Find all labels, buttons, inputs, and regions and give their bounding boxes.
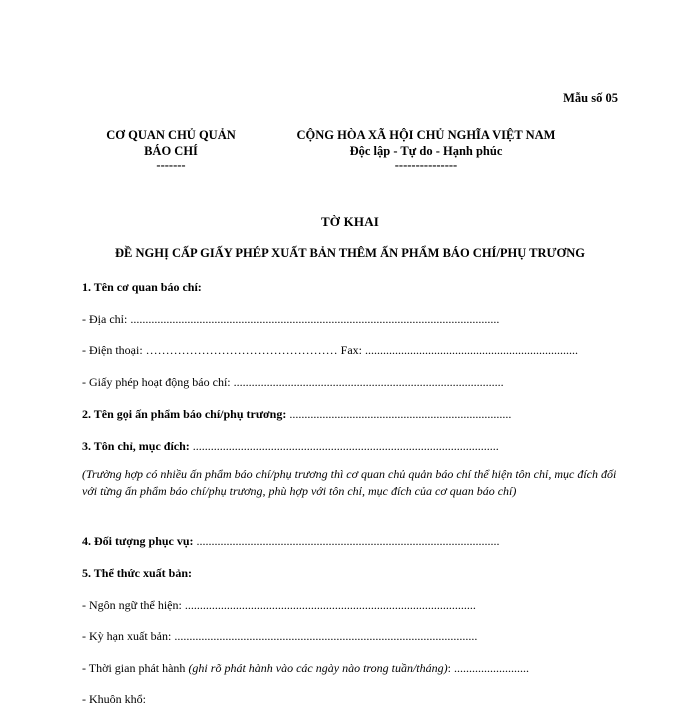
purpose-note: (Trường hợp có nhiều ấn phẩm báo chí/phụ trương thì cơ quan chủ quản báo chí thể hiện tôn chỉ, mục đích đối với từng ấn phẩm báo chí/phụ trương, phù hợp với tôn chỉ, mục đích của cơ quan báo chí)	[82, 467, 617, 498]
purpose-label: 3. Tôn chỉ, mục đích:	[82, 439, 190, 453]
form-number: Mẫu số 05	[563, 91, 618, 105]
address-row	[82, 312, 499, 327]
document-subtitle: ĐỀ NGHỊ CẤP GIẤY PHÉP XUẤT BẢN THÊM ẤN PHẨM BÁO CHÍ/PHỤ TRƯƠNG	[115, 246, 585, 260]
purpose-field[interactable]: ......................................................................................................	[192, 439, 499, 453]
governing-agency-line1: CƠ QUAN CHỦ QUẢN	[106, 128, 236, 142]
header-governing-agency	[96, 128, 246, 171]
fax-label: Fax:	[340, 343, 362, 357]
address-field[interactable]: ...........................................................................................................................	[130, 312, 500, 326]
size-label: - Khuôn khổ:	[82, 692, 146, 706]
release-time-label: - Thời gian phát hành	[82, 661, 186, 675]
governing-agency-divider: -------	[156, 158, 186, 172]
national-motto: Độc lập - Tự do - Hạnh phúc	[349, 143, 503, 158]
publication-name-field[interactable]: ..........................................................................	[289, 407, 512, 421]
governing-agency-line2: BÁO CHÍ	[144, 143, 198, 158]
agency-name-heading: 1. Tên cơ quan báo chí:	[82, 280, 202, 294]
language-label: - Ngôn ngữ thể hiện:	[82, 598, 182, 612]
release-time-field[interactable]: .........................	[453, 661, 529, 675]
format-heading: 5. Thể thức xuất bản:	[82, 566, 192, 580]
address-label: - Địa chỉ:	[82, 312, 128, 326]
national-title-line1: CỘNG HÒA XÃ HỘI CHỦ NGHĨA VIỆT NAM	[296, 128, 556, 142]
language-field[interactable]: .................................................................................................	[184, 598, 476, 612]
language-row	[82, 598, 476, 613]
period-label: - Kỳ hạn xuất bản:	[82, 629, 172, 643]
phone-fax-row	[82, 343, 578, 358]
license-label: - Giấy phép hoạt động báo chí:	[82, 375, 231, 389]
purpose-row	[82, 439, 499, 454]
header-national-title	[276, 128, 576, 171]
fax-field[interactable]: .......................................................................	[365, 343, 578, 357]
national-title-divider: ---------------	[394, 158, 458, 172]
publication-name-label: 2. Tên gọi ấn phẩm báo chí/phụ trương:	[82, 407, 287, 421]
audience-row	[82, 534, 500, 549]
period-field[interactable]: .....................................................................................................	[174, 629, 478, 643]
release-time-colon: :	[447, 661, 451, 675]
license-field[interactable]: ..........................................................................................	[233, 375, 504, 389]
publication-name-row	[82, 407, 511, 422]
release-time-note: (ghi rõ phát hành vào các ngày nào trong tuần/tháng)	[188, 661, 448, 675]
phone-label: - Điện thoại:	[82, 343, 143, 357]
period-row	[82, 629, 477, 644]
release-time-row	[82, 661, 529, 676]
license-row	[82, 375, 504, 390]
phone-field[interactable]: …………………………………………	[145, 343, 338, 357]
document-title: TỜ KHAI	[320, 214, 380, 229]
audience-label: 4. Đối tượng phục vụ:	[82, 534, 194, 548]
audience-field[interactable]: .....................................................................................................	[196, 534, 500, 548]
